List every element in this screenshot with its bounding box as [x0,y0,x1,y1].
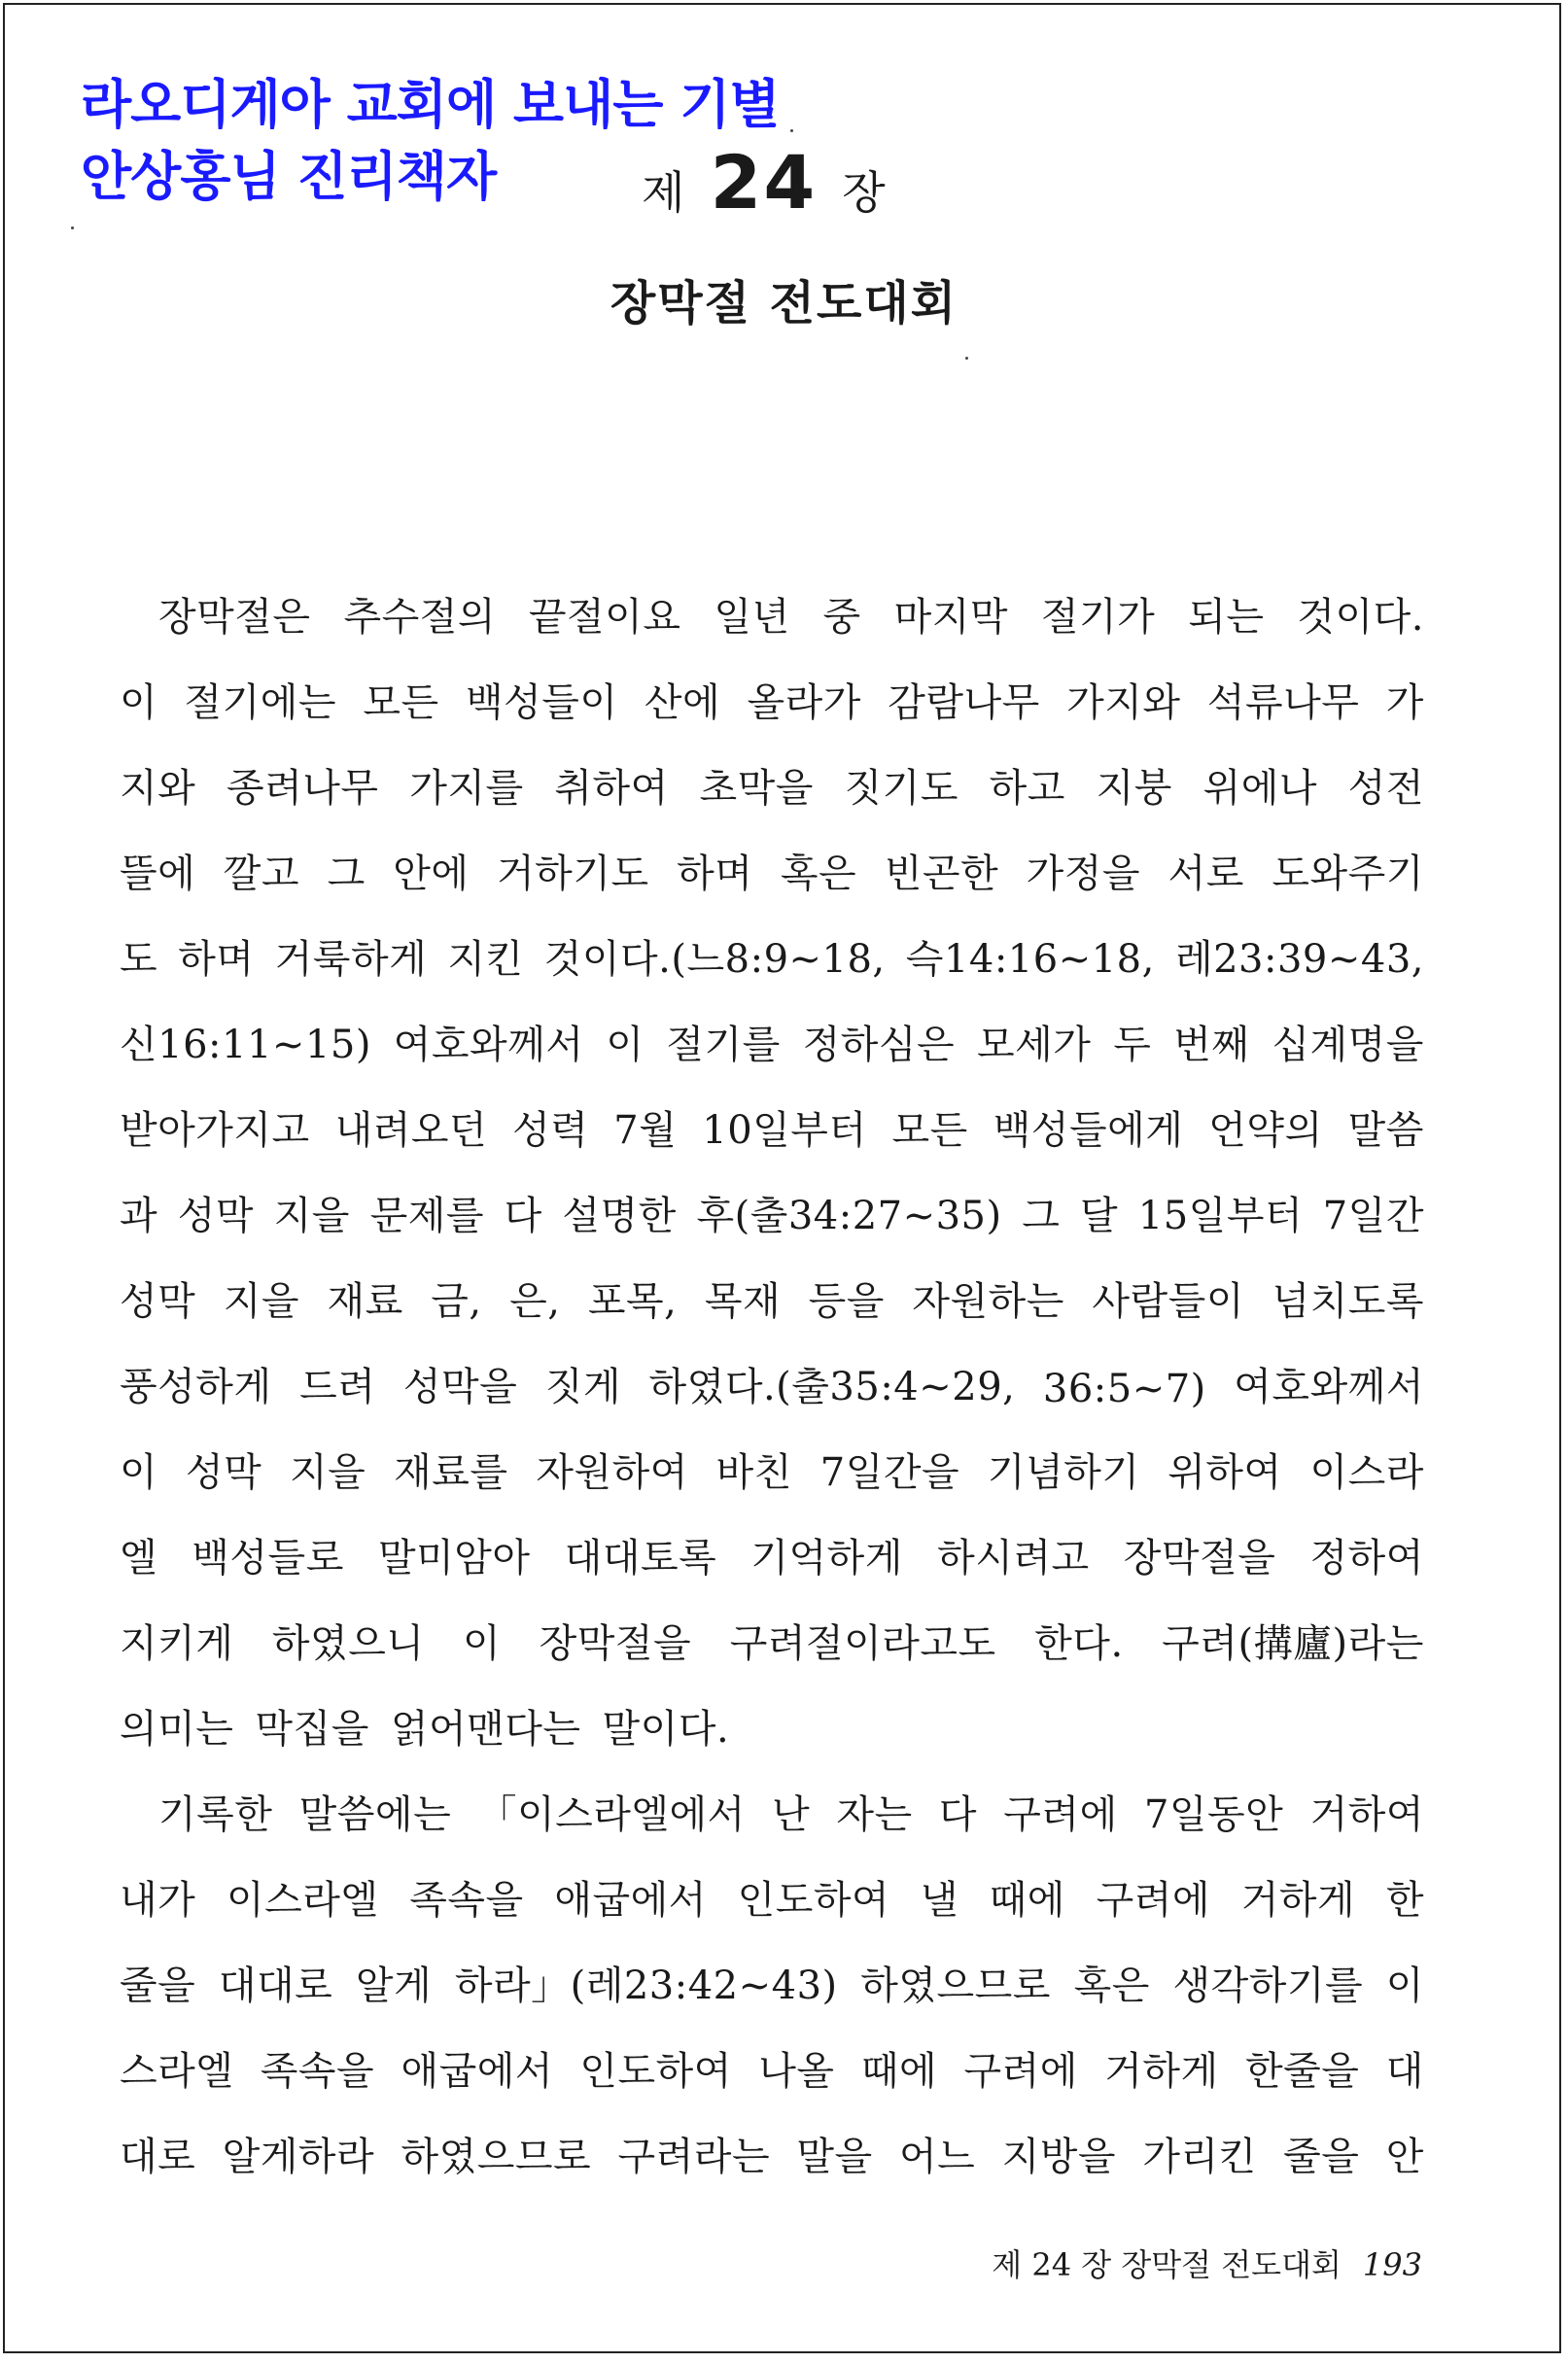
word: 지키게 [120,1621,234,1666]
chapter-number: 24 [710,139,818,226]
word: 백성들에게 [993,1108,1184,1153]
word: 15일부터 [1137,1194,1304,1238]
word: 스라엘 [120,2049,234,2094]
word: 사람들이 [1092,1279,1244,1324]
word: 인도하여 [737,1878,890,1923]
word: 7일간 [1322,1194,1424,1238]
word: 가지를 [409,766,524,811]
word: 혹은 [780,851,857,896]
word: 짓게 [544,1365,622,1409]
word: 성전 [1347,766,1424,811]
word: 달 [1080,1194,1119,1238]
word: 바친 [715,1450,792,1495]
word: 절기에는 [184,680,337,725]
scan-speck [790,129,793,132]
word: 구려(搆廬)라는 [1162,1621,1424,1666]
word: 생각하기를 [1172,1963,1364,2008]
word: 장막절을 [539,1621,692,1666]
word: 장막절을 [1123,1536,1276,1581]
text-line [120,1240,1424,1326]
word: 대대로 [218,1963,333,2008]
word: 추수절의 [343,595,497,640]
word: 서로 [1167,851,1244,896]
text-line [120,556,1424,642]
word: 거하여 [1309,1792,1424,1837]
page-number: 193 [1362,2246,1422,2283]
word: 등을 [808,1279,885,1324]
word: 기념하기 [987,1450,1140,1495]
word: 모세가 [976,1023,1092,1067]
word: 안에 [393,851,470,896]
word: 가리킨 [1142,2135,1257,2179]
word: 내려오던 [334,1108,488,1153]
word: 때에 [989,1878,1065,1923]
word: 취하여 [554,766,669,811]
text-line [120,813,1424,898]
word: 7일동안 [1143,1792,1284,1837]
word: 나올 [758,2049,835,2094]
text-line [120,1668,1424,1754]
text-line [120,727,1424,813]
word: 감람나무 [888,680,1040,725]
word: 석류나무 [1206,680,1360,725]
word: 그 [327,851,366,896]
word: 낼 [920,1878,958,1923]
word: 한다. [1034,1621,1124,1666]
word: 절기가 [1040,595,1156,640]
word: 이 [1385,1963,1424,2008]
word: 그 [1022,1194,1061,1238]
word: 마지막 [893,595,1008,640]
word: 하였으니 [271,1621,425,1666]
chapter-prefix: 제 [642,166,685,219]
text-line [120,1069,1424,1155]
word: 것이다. [1297,595,1424,640]
word: 모든 [891,1108,968,1153]
word: 초막을 [699,766,814,811]
word: 중 [822,595,861,640]
word: 말씀 [1347,1108,1424,1153]
word: 가 [1385,680,1424,725]
word: 가지와 [1066,680,1181,725]
text-line [120,1411,1424,1497]
text-line [120,984,1424,1069]
text-line [120,1497,1424,1582]
word: 슥14:16~18, [905,937,1155,982]
chapter-title: 장막절 전도대회 [610,276,958,330]
word: 구려에 [1003,1792,1118,1837]
word: 기억하게 [750,1536,903,1581]
word: 정하여 [1309,1536,1424,1581]
word: 번째 [1173,1023,1250,1067]
word: 지을 [273,1194,350,1238]
word: 한 [1385,1878,1424,1923]
word: 대 [1385,2049,1424,2094]
word: 자원하여 [536,1450,688,1495]
word: 레23:39~43, [1174,937,1424,982]
word: 한줄을 [1245,2049,1360,2094]
word: 백성들이 [465,680,618,725]
word: 다 [938,1792,978,1837]
word: 하였으므로 [860,1963,1051,2008]
word: 막집을 [255,1707,369,1752]
word: 포목, [587,1279,678,1324]
word: 은, [509,1279,561,1324]
word: 때에 [860,2049,938,2094]
word: 이 [120,680,158,725]
word: 것이다.(느8:9~18, [543,937,886,982]
word: 끝절이요 [528,595,681,640]
word: 신16:11~15) [120,1023,371,1067]
word: 하시려고 [937,1536,1090,1581]
word: 올라가 [747,680,861,725]
word: 풍성하게 [120,1365,272,1409]
running-title: 제 24 장 장막절 전도대회 [992,2246,1342,2283]
word: 거룩하게 [274,937,428,982]
word: 빈곤한 [884,851,999,896]
word: 줄을 [1283,2135,1360,2179]
word: 두 [1113,1023,1152,1067]
chapter-suffix: 장 [842,166,886,219]
word: 10일부터 [702,1108,867,1153]
word: 족속을 [260,2049,375,2094]
word: 구려에 [1096,1878,1211,1923]
word: 지와 [120,766,196,811]
text-line [120,1839,1424,1925]
word: 말씀에는 [298,1792,452,1837]
text-line [120,898,1424,984]
word: 성력 [512,1108,589,1153]
word: 이 [606,1023,645,1067]
word: 구려에 [963,2049,1078,2094]
word: 가정을 [1026,851,1141,896]
book-page [3,3,1561,2353]
word: 하였다.(출35:4~29, [648,1365,1016,1409]
word: 후(출34:27~35) [696,1194,1002,1238]
word: 받아가지고 [120,1108,310,1153]
watermark-overlay [81,69,780,213]
scan-speck [71,226,74,229]
text-line [120,642,1424,727]
word: 구려절이라고도 [729,1621,996,1666]
word: 말을 [796,2135,873,2179]
word: 드려 [299,1365,376,1409]
word: 지킨 [447,937,524,982]
word: 거하게 [1240,1878,1356,1923]
word: 거하기도 [497,851,649,896]
word: 문제를 [369,1194,484,1238]
word: 일년 [714,595,790,640]
overlay-line-1: 라오디게아 교회에 보내는 기별 [81,74,780,135]
word: 안 [1385,2135,1424,2179]
text-line [120,1582,1424,1668]
word: 언약의 [1208,1108,1323,1153]
word: 하며 [178,937,255,982]
word: 애굽에서 [401,2049,554,2094]
word: 과 [120,1194,158,1238]
word: 정하심은 [802,1023,956,1067]
word: 「이스라엘에서 [477,1792,746,1837]
word: 7일간을 [819,1450,960,1495]
word: 7월 [613,1108,678,1153]
word: 혹은 [1073,1963,1150,2008]
scan-speck [965,357,968,360]
word: 족속을 [409,1878,524,1923]
word: 넘치도록 [1272,1279,1424,1324]
word: 여호와께서 [393,1023,584,1067]
word: 지붕 [1096,766,1172,811]
word: 대로 [120,2135,196,2179]
word: 위에나 [1202,766,1318,811]
text-line [120,1754,1424,1839]
text-line [120,1155,1424,1240]
word: 내가 [120,1878,196,1923]
word: 산에 [644,680,721,725]
word: 목재 [704,1279,782,1324]
word: 말이다. [602,1707,730,1752]
word: 줄을 [120,1963,196,2008]
word: 기록한 [158,1792,273,1837]
overlay-line-2: 안상홍님 진리책자 [81,146,497,207]
word: 하고 [989,766,1065,811]
word: 구려라는 [617,2135,771,2179]
word: 난 [772,1792,811,1837]
text-line [120,2010,1424,2096]
word: 이스라엘 [226,1878,379,1923]
word: 이 [120,1450,158,1495]
word: 알게하라 [222,2135,375,2179]
word: 이스라 [1309,1450,1424,1495]
word: 금, [431,1279,482,1324]
word: 장막절은 [158,595,311,640]
word: 성막 [120,1279,196,1324]
page-footer [5,2241,1422,2285]
text-line [120,1925,1424,2010]
word: 지방을 [1001,2135,1117,2179]
word: 성막을 [402,1365,518,1409]
word: 하였으므로 [401,2135,592,2179]
word: 자는 [836,1792,913,1837]
word: 말미암아 [377,1536,531,1581]
word: 지을 [223,1279,300,1324]
text-line [120,2096,1424,2181]
body-text [120,556,1424,2181]
word: 짓기도 [844,766,958,811]
word: 지을 [290,1450,366,1495]
word: 모든 [363,680,439,725]
word: 뜰에 [120,851,196,896]
word: 종려나무 [226,766,379,811]
word: 인도하여 [579,2049,732,2094]
word: 의미는 [120,1707,234,1752]
word: 엘 [120,1536,158,1581]
word: 깔고 [223,851,300,896]
word: 이 [462,1621,502,1666]
word: 얽어맨다는 [390,1707,581,1752]
word: 대대토록 [564,1536,717,1581]
word: 성막 [177,1194,255,1238]
word: 하며 [677,851,753,896]
word: 십계명을 [1272,1023,1424,1067]
word: 36:5~7) [1042,1367,1206,1411]
word: 다 [504,1194,542,1238]
word: 어느 [899,2135,976,2179]
word: 자원하는 [912,1279,1064,1324]
word: 알게 [355,1963,433,2008]
word: 하라」(레23:42~43) [454,1963,838,2008]
word: 백성들로 [192,1536,344,1581]
word: 도와주기 [1272,851,1424,896]
word: 도 [120,937,158,982]
word: 거하게 [1104,2049,1219,2094]
word: 애굽에서 [554,1878,707,1923]
word: 성막 [185,1450,262,1495]
word: 재료를 [394,1450,508,1495]
word: 위하여 [1167,1450,1282,1495]
word: 절기를 [666,1023,781,1067]
word: 설명한 [562,1194,677,1238]
text-line [120,1326,1424,1411]
word: 되는 [1188,595,1265,640]
word: 여호와께서 [1234,1365,1424,1409]
word: 재료 [327,1279,403,1324]
